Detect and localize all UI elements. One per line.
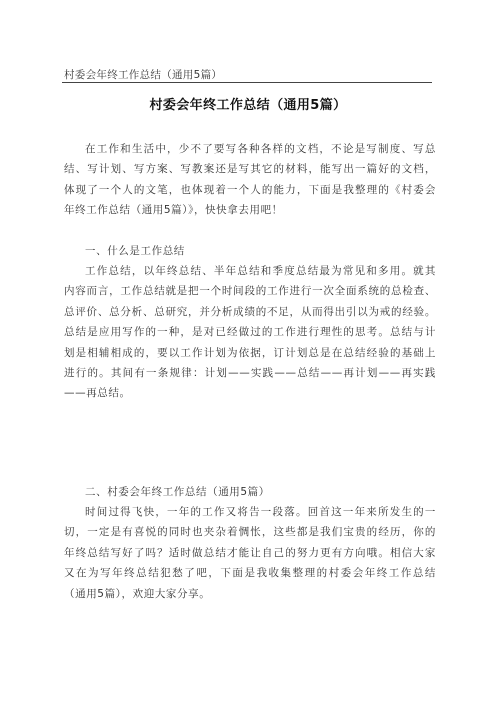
section-2-line: 切，一定是有喜悦的同时也夹杂着惆怅，这些都是我们宝贵的经历，你的 bbox=[64, 526, 436, 539]
section-1-line: 内容而言，工作总结就是把一个时间段的工作进行一次全面系统的总检查、 bbox=[64, 285, 436, 298]
section-1-line: ——再总结。 bbox=[64, 387, 131, 400]
section-1-line: 进行的。其间有一条规律：计划——实践——总结——再计划——再实践 bbox=[64, 367, 436, 380]
section-2-paragraph bbox=[64, 502, 436, 604]
header-divider bbox=[62, 82, 432, 83]
intro-line: 体现了一个人的文笔，也体现着一个人的能力，下面是我整理的《村委会 bbox=[64, 183, 436, 196]
section-1-paragraph bbox=[64, 261, 436, 404]
section-heading-1: 一、什么是工作总结 bbox=[85, 245, 185, 257]
intro-line: 在工作和生活中，少不了要写各种各样的文档，不论是写制度、写总 bbox=[85, 143, 436, 155]
section-2-line: 年终总结写好了吗？适时做总结才能让自己的努力更有方向哦。相信大家 bbox=[64, 546, 436, 559]
intro-line: 结、写计划、写方案、写教案还是写其它的材料，能写出一篇好的文档， bbox=[64, 163, 436, 176]
section-1-line: 划是相辅相成的，要以工作计划为依据，订计划总是在总结经验的基础上 bbox=[64, 346, 436, 359]
section-heading-2: 二、村委会年终工作总结（通用5篇） bbox=[85, 486, 270, 498]
section-2-line: 时间过得飞快，一年的工作又将告一段落。回首这一年来所发生的一 bbox=[85, 506, 436, 518]
section-2-line: （通用5篇），欢迎大家分享。 bbox=[64, 587, 211, 600]
section-1-line: 工作总结，以年终总结、半年总结和季度总结最为常见和多用。就其 bbox=[85, 265, 436, 277]
running-header: 村委会年终工作总结（通用5篇） bbox=[64, 69, 223, 81]
intro-line: 年终工作总结（通用5篇）》，快快拿去用吧！ bbox=[64, 204, 283, 217]
section-1-line: 总结是应用写作的一种，是对已经做过的工作进行理性的思考。总结与计 bbox=[64, 326, 436, 339]
intro-paragraph bbox=[64, 139, 436, 221]
section-2-line: 又在为写年终总结犯愁了吧，下面是我收集整理的村委会年终工作总结 bbox=[64, 567, 436, 580]
section-1-line: 总评价、总分析、总研究，并分析成绩的不足，从而得出引以为戒的经验。 bbox=[64, 305, 436, 318]
document-title: 村委会年终工作总结（通用5篇） bbox=[149, 98, 347, 113]
